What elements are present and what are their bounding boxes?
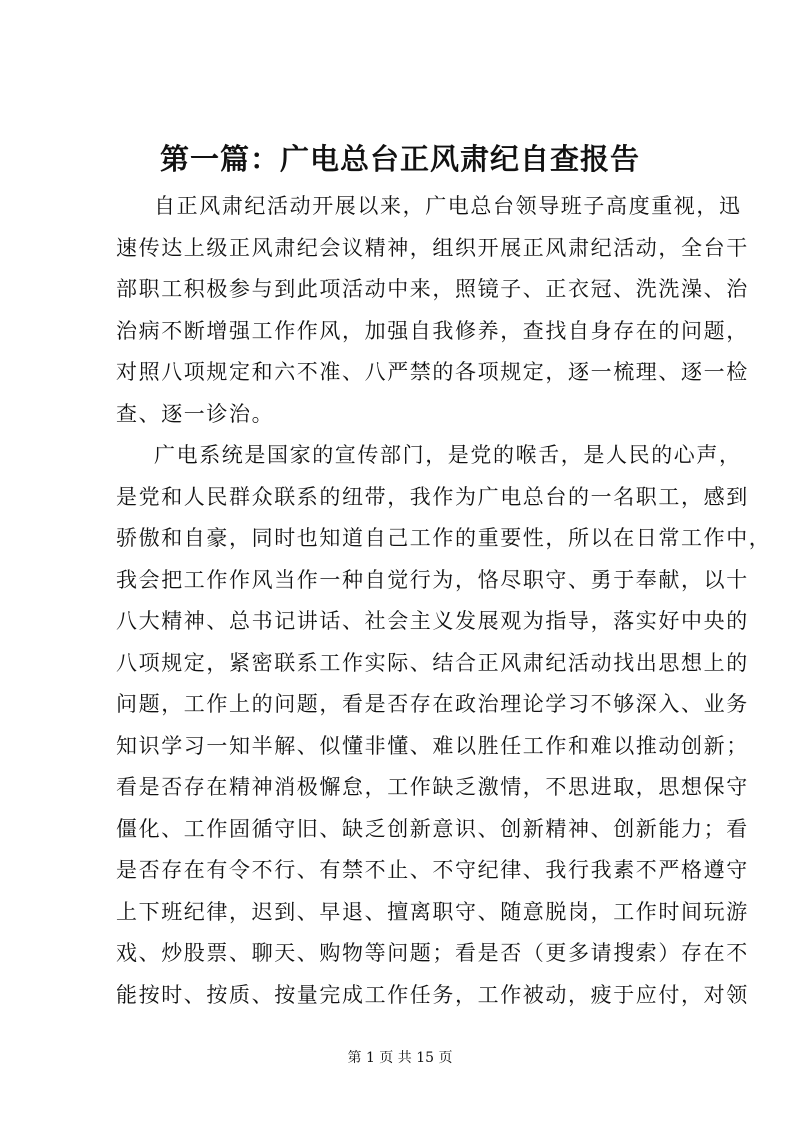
text-line: 问题，工作上的问题，看是否存在政治理论学习不够深入、业务 xyxy=(116,692,749,716)
page-number: 第 1 页 共 15 页 xyxy=(347,1050,453,1066)
text-line: 是否存在有令不行、有禁不止、不守纪律、我行我素不严格遵守 xyxy=(116,858,749,882)
text-line: 自正风肃纪活动开展以来，广电总台领导班子高度重视，迅 xyxy=(154,194,742,218)
text-line: 八项规定，紧密联系工作实际、结合正风肃纪活动找出思想上的 xyxy=(116,650,749,675)
text-line: 速传达上级正风肃纪会议精神，组织开展正风肃纪活动，全台干 xyxy=(116,235,749,260)
paragraph-2 xyxy=(116,435,772,1016)
text-line: 骄傲和自豪，同时也知道自己工作的重要性，所以在日常工作中， xyxy=(116,526,772,550)
paragraph-1 xyxy=(116,186,749,435)
document-body xyxy=(116,186,772,1016)
text-line: 查、逐一诊治。 xyxy=(116,401,275,426)
text-line: 能按时、按质、按量完成工作任务，工作被动，疲于应付，对领 xyxy=(116,982,749,1007)
text-line: 部职工积极参与到此项活动中来，照镜子、正衣冠、洗洗澡、治 xyxy=(116,277,749,301)
text-line: 知识学习一知半解、似懂非懂、难以胜任工作和难以推动创新； xyxy=(116,733,749,758)
text-line: 是党和人民群众联系的纽带，我作为广电总台的一名职工，感到 xyxy=(116,484,749,509)
text-line: 广电系统是国家的宣传部门，是党的喉舌，是人民的心声， xyxy=(154,443,742,467)
text-line: 八大精神、总书记讲话、社会主义发展观为指导，落实好中央的 xyxy=(116,609,749,633)
text-line: 看是否存在精神消极懈怠，工作缺乏激情，不思进取，思想保守 xyxy=(116,775,749,799)
text-line: 戏、炒股票、聊天、购物等问题；看是否（更多请搜索）存在不 xyxy=(116,941,749,965)
text-line: 治病不断增强工作作风，加强自我修养，查找自身存在的问题， xyxy=(116,318,749,343)
text-line: 僵化、工作固循守旧、缺乏创新意识、创新精神、创新能力；看 xyxy=(116,816,749,841)
text-line: 我会把工作作风当作一种自觉行为，恪尽职守、勇于奉献，以十 xyxy=(116,567,749,592)
text-line: 对照八项规定和六不准、八严禁的各项规定，逐一梳理、逐一检 xyxy=(116,360,749,384)
text-line: 上下班纪律，迟到、早退、擅离职守、随意脱岗，工作时间玩游 xyxy=(116,899,749,924)
document-title: 第一篇：广电总台正风肃纪自查报告 xyxy=(159,142,640,176)
